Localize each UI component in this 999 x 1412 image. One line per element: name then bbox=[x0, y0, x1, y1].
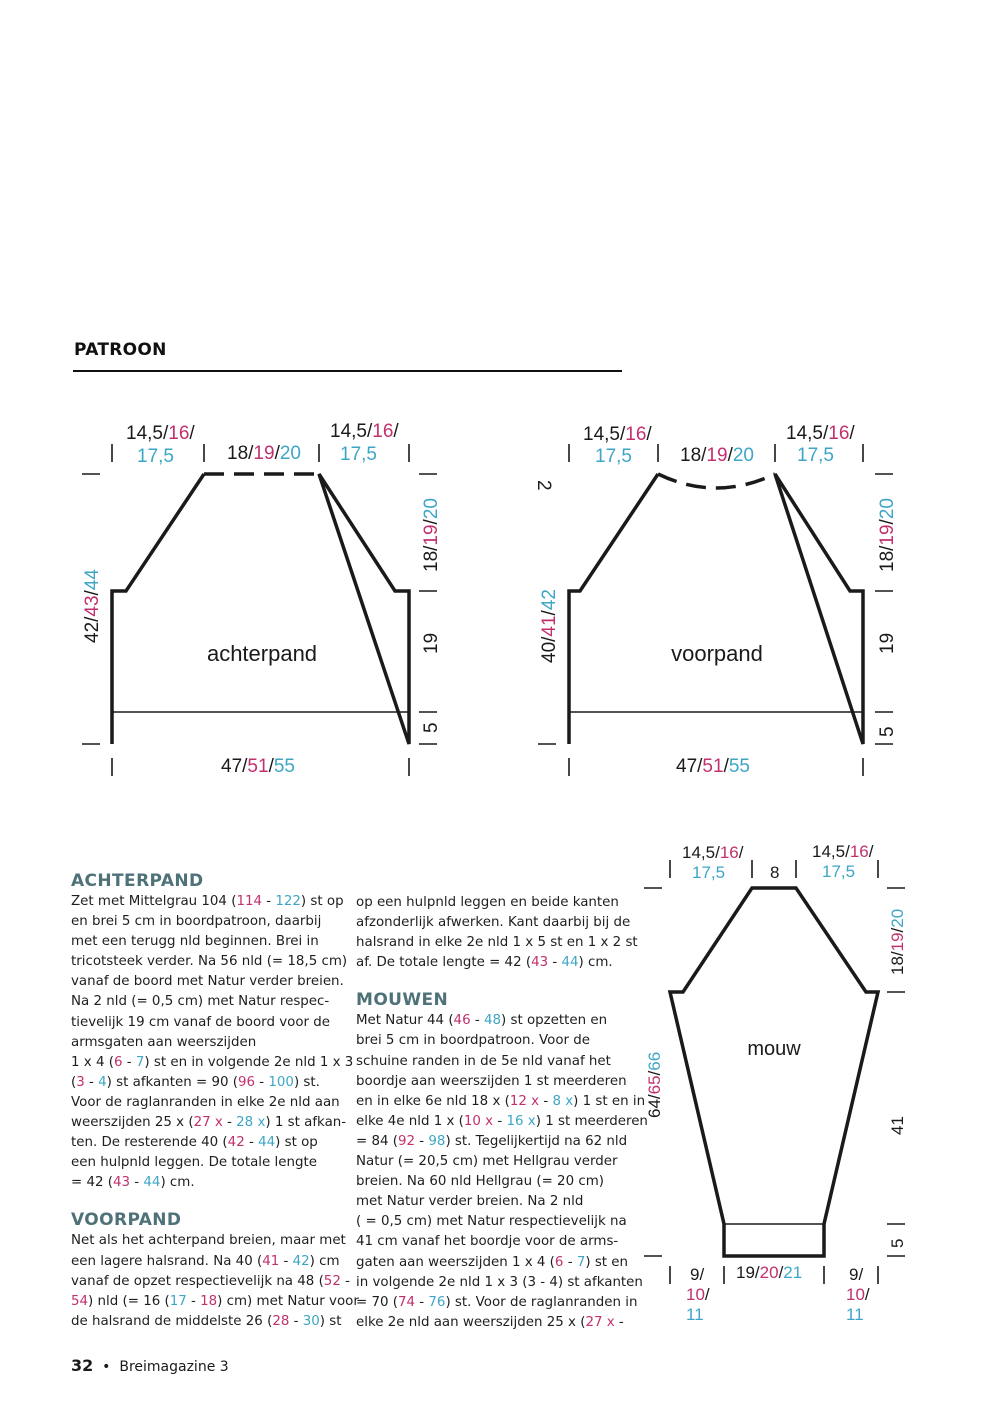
text-line: elke 2e nld aan weerszijden 25 x (27 x - bbox=[356, 1314, 624, 1330]
achterpand-width-top-left: 14,5/16/ bbox=[126, 423, 195, 444]
mouw-width-top-left-size3: 17,5 bbox=[692, 863, 726, 882]
voorpand-width-top-left: 14,5/16/ bbox=[583, 424, 652, 445]
mouw-width-top-right: 14,5/16/ bbox=[812, 842, 874, 861]
voorpand-label: voorpand bbox=[671, 641, 763, 666]
text-line: vanaf de boord met Natur verder breien. bbox=[71, 974, 344, 990]
text-line: ( = 0,5 cm) met Natur respectievelijk na bbox=[356, 1214, 627, 1230]
text-line: een hulpnld leggen. De totale lengte bbox=[71, 1155, 317, 1171]
text-line: met Natur verder breien. Na 2 nld bbox=[356, 1194, 584, 1210]
mouw-rib-height: 5 bbox=[888, 1238, 907, 1248]
achterpand-width-top-left-size3: 17,5 bbox=[137, 446, 174, 467]
text-column-left bbox=[71, 870, 359, 1332]
mouw-side-left-size3: 11 bbox=[686, 1305, 704, 1324]
text-line: 54) nld (= 16 (17 - 18) cm) met Natur voor bbox=[71, 1293, 359, 1309]
mouw-width-top-left: 14,5/16/ bbox=[682, 843, 744, 862]
voorpand-rib-height: 5 bbox=[877, 726, 898, 737]
text-column-right bbox=[356, 893, 648, 1333]
magazine-title: Breimagazine 3 bbox=[119, 1359, 229, 1375]
achterpand-raglan-height: 18/19/20 bbox=[421, 498, 442, 572]
text-line: met een terugg nld beginnen. Brei in bbox=[71, 934, 319, 950]
text-line: in volgende 2e nld 1 x 3 (3 - 4) st afkanten bbox=[356, 1274, 643, 1290]
heading-voorpand: VOORPAND bbox=[71, 1210, 182, 1231]
text-line: 41 cm vanaf het boordje voor de arms- bbox=[356, 1234, 619, 1250]
text-line: Zet met Mittelgrau 104 (114 - 122) st op bbox=[71, 894, 344, 909]
text-line: tievelijk 19 cm vanaf de boord voor de bbox=[71, 1014, 331, 1030]
text-line: armsgaten aan weerszijden bbox=[71, 1034, 257, 1050]
mouw-body-height: 41 bbox=[888, 1116, 907, 1135]
section-title: PATROON bbox=[74, 340, 167, 360]
mouw-side-left: 9/ bbox=[690, 1265, 705, 1284]
achterpand-ticks bbox=[82, 444, 437, 776]
achterpand-shape bbox=[112, 474, 409, 744]
text-line: elke 4e nld 1 x (10 x - 16 x) 1 st meerderen bbox=[356, 1113, 648, 1129]
voorpand-instructions-continued bbox=[356, 893, 638, 973]
text-line: afzonderlijk afwerken. Kant daarbij bij de bbox=[356, 915, 631, 931]
voorpand-shape bbox=[569, 474, 863, 744]
text-line: een lagere halsrand. Na 40 (41 - 42) cm bbox=[71, 1253, 340, 1269]
text-line: brei 5 cm in boordpatroon. Voor de bbox=[356, 1033, 591, 1049]
footer-bullet: • bbox=[102, 1359, 111, 1375]
achterpand-width-top-right-size3: 17,5 bbox=[340, 444, 377, 465]
mouwen-instructions bbox=[356, 1011, 648, 1333]
mouw-cuff-width: 19/20/21 bbox=[736, 1263, 803, 1282]
achterpand-instructions bbox=[71, 892, 354, 1193]
text-line: = 84 (92 - 98) st. Tegelijkertijd na 62 nld bbox=[356, 1133, 628, 1149]
text-line: Na 2 nld (= 0,5 cm) met Natur respec- bbox=[71, 994, 330, 1010]
text-line: af. De totale lengte = 42 (43 - 44) cm. bbox=[356, 955, 613, 971]
mouw-side-right-sizes: 10/ bbox=[846, 1285, 870, 1304]
mouw-total-length: 64/65/66 bbox=[645, 1051, 664, 1118]
text-line: gaten aan weerszijden 1 x 4 (6 - 7) st en bbox=[356, 1254, 629, 1270]
text-line: Natur (= 20,5 cm) met Hellgrau verder bbox=[356, 1154, 618, 1170]
page-footer bbox=[71, 1356, 229, 1375]
text-line: en brei 5 cm in boordpatroon, daarbij bbox=[71, 914, 322, 930]
text-line: vanaf de opzet respectievelijk na 48 (52 - bbox=[71, 1273, 350, 1289]
voorpand-body-height: 19 bbox=[877, 632, 898, 654]
text-line: de halsrand de middelste 26 (28 - 30) st bbox=[71, 1313, 342, 1329]
text-line: schuine randen in de 5e nld vanaf het bbox=[356, 1053, 611, 1069]
voorpand-width-top-right-size3: 17,5 bbox=[797, 445, 834, 466]
text-line: Net als het achterpand breien, maar met bbox=[71, 1233, 346, 1249]
text-line: ten. De resterende 40 (42 - 44) st op bbox=[71, 1135, 318, 1151]
achterpand-total-length: 42/43/44 bbox=[82, 569, 103, 643]
text-line: = 42 (43 - 44) cm. bbox=[71, 1175, 195, 1191]
heading-achterpand: ACHTERPAND bbox=[71, 871, 204, 891]
achterpand-width-top-right: 14,5/16/ bbox=[330, 421, 399, 442]
mouw-side-right-size3: 11 bbox=[846, 1305, 864, 1324]
mouw-raglan-height: 18/19/20 bbox=[888, 908, 907, 975]
text-line: weerszijden 25 x (27 x - 28 x) 1 st afkan- bbox=[71, 1115, 347, 1131]
achterpand-bottom-width: 47/51/55 bbox=[221, 756, 295, 777]
voorpand-neck-drop: 2 bbox=[533, 480, 554, 491]
voorpand-raglan-height: 18/19/20 bbox=[877, 498, 898, 572]
voorpand-width-top-left-size3: 17,5 bbox=[595, 446, 632, 467]
achterpand-body-height: 19 bbox=[421, 632, 442, 654]
heading-mouwen: MOUWEN bbox=[356, 990, 449, 1011]
text-line: op een hulpnld leggen en beide kanten bbox=[356, 895, 619, 910]
text-line: breien. Na 60 nld Hellgrau (= 20 cm) bbox=[356, 1174, 604, 1190]
mouw-side-left-sizes: 10/ bbox=[686, 1285, 710, 1304]
text-line: en in elke 6e nld 18 x (12 x - 8 x) 1 st en in bbox=[356, 1093, 646, 1109]
mouw-top-width: 8 bbox=[770, 863, 780, 882]
mouw-width-top-right-size3: 17,5 bbox=[822, 862, 856, 881]
achterpand-rib-height: 5 bbox=[421, 722, 442, 733]
text-line: boordje aan weerszijden 1 st meerderen bbox=[356, 1073, 627, 1089]
text-line: 1 x 4 (6 - 7) st en in volgende 2e nld 1 x 3 bbox=[71, 1054, 354, 1070]
achterpand-neck-width: 18/19/20 bbox=[227, 443, 301, 464]
text-line: tricotsteek verder. Na 56 nld (= 18,5 cm) bbox=[71, 954, 348, 970]
voorpand-width-top-right: 14,5/16/ bbox=[786, 423, 855, 444]
text-line: = 70 (74 - 76) st. Voor de raglanranden in bbox=[356, 1294, 638, 1310]
voorpand-bottom-width: 47/51/55 bbox=[676, 756, 750, 777]
text-line: Met Natur 44 (46 - 48) st opzetten en bbox=[356, 1013, 608, 1029]
voorpand-instructions bbox=[71, 1231, 359, 1331]
text-line: (3 - 4) st afkanten = 90 (96 - 100) st. bbox=[71, 1074, 320, 1090]
mouw-shape bbox=[670, 888, 878, 1256]
text-line: halsrand in elke 2e nld 1 x 5 st en 1 x 2 st bbox=[356, 935, 638, 951]
mouw-ticks bbox=[644, 860, 905, 1284]
mouw-side-right: 9/ bbox=[849, 1265, 864, 1284]
voorpand-total-length: 40/41/42 bbox=[539, 589, 560, 663]
text-line: Voor de raglanranden in elke 2e nld aan bbox=[71, 1094, 340, 1110]
achterpand-label: achterpand bbox=[206, 641, 318, 666]
voorpand-neck-width: 18/19/20 bbox=[680, 445, 754, 466]
voorpand-ticks bbox=[538, 444, 893, 776]
mouw-label: mouw bbox=[747, 1038, 801, 1060]
page-number: 32 bbox=[71, 1356, 94, 1375]
